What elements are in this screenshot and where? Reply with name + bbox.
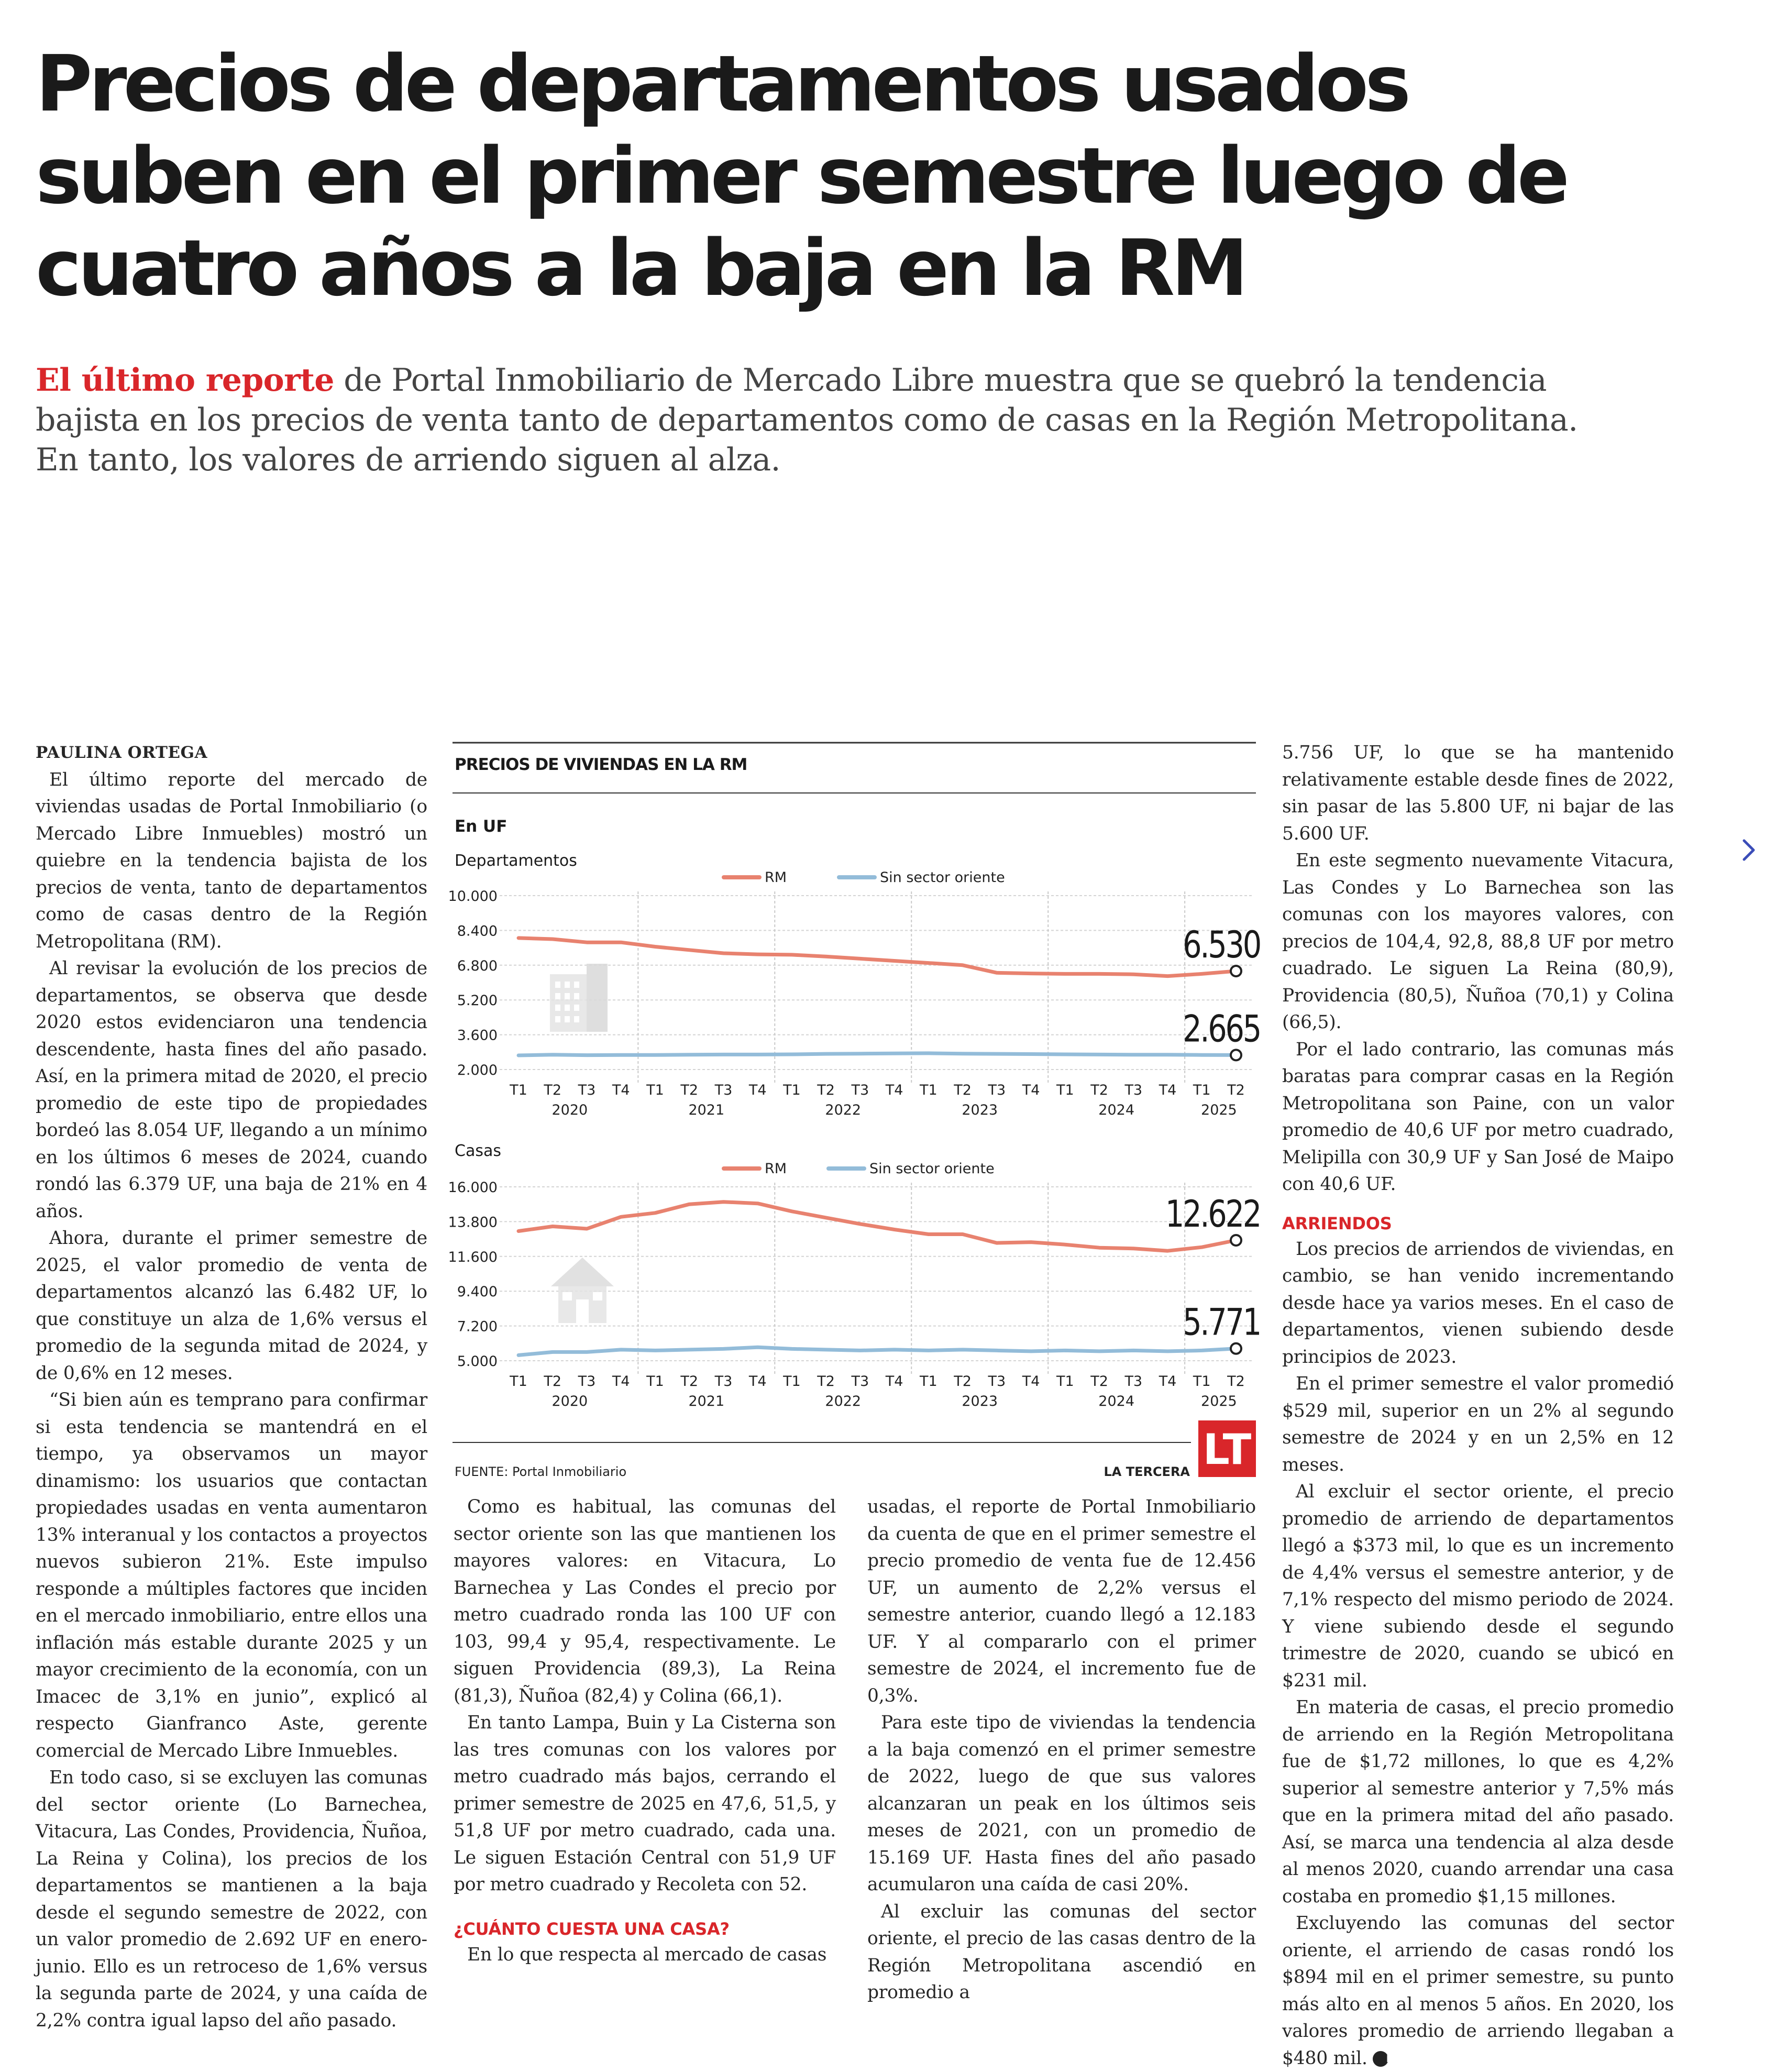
paragraph: Al excluir las comunas del sector oriente, el precio de las casas dentro de la Región Metropolitana ascendió en promedio a xyxy=(867,1901,1256,2003)
paragraph: Para este tipo de viviendas la tendencia a la baja comenzó en el primer semestre de 2022, luego de que sus valores alcanzaran un peak en los últimos seis meses de 2021, con un promedio de 15.169 UF. Hasta fines del año pasado acumularon una caída de casi 20%. xyxy=(867,1712,1256,1895)
x-tick-label: T1 xyxy=(646,1373,664,1390)
y-tick-label: 5.200 xyxy=(457,993,498,1009)
paragraph: Al revisar la evolución de los precios de departamentos, se observa que desde 2020 estos evidenciaron una tendencia descendente, hasta fines del año pasado. Así, en la primera mitad de 2020, el precio promedio de este tipo de propiedades bordeó las 8.054 UF, llegando a un mínimo en los últimos 6 meses de 2024, cuando rondó las 6.379 UF, una baja de 21% en 4 años. xyxy=(36,958,427,1222)
x-tick-label: T3 xyxy=(714,1082,733,1098)
paragraph: En todo caso, si se excluyen las comunas del sector oriente (Lo Barnechea, Vitacura, Las Condes, Providencia, Ñuñoa, La Reina y Colina), los precios de los departamentos se mantienen a la baja desde el segundo semestre de 2022, con un valor promedio de 2.692 UF en enero-junio. Ello es un retroceso de 1,6% versus la segunda parte de 2024, y una caída de 2,2% contra igual lapso del año pasado. xyxy=(36,1767,427,2031)
x-tick-label: T2 xyxy=(680,1373,699,1390)
paragraph-last xyxy=(1282,1910,1674,2072)
building-window xyxy=(565,1005,570,1011)
x-tick-label: T3 xyxy=(714,1373,733,1390)
panel-title: Departamentos xyxy=(455,852,577,870)
panel-title: Casas xyxy=(455,1142,501,1160)
chart-unit: En UF xyxy=(455,817,508,836)
headline: Precios de departamentos usados suben en el primer semestre luego de cuatro años a la baja en la RM xyxy=(36,39,1567,313)
x-tick-label: T2 xyxy=(544,1082,562,1098)
series-line-sin-sector-oriente xyxy=(519,1053,1236,1055)
paragraph: Ahora, durante el primer semestre de 2025, el valor promedio de venta de departamentos alcanzó las 6.482 UF, lo que constituye un alza de 1,6% versus el promedio de la segunda mitad de 2024, y de 0,6% en 12 meses. xyxy=(36,1228,427,1384)
chart-title: PRECIOS DE VIVIENDAS EN LA RM xyxy=(455,755,747,774)
deck xyxy=(36,360,1607,480)
x-tick-label: T1 xyxy=(783,1082,801,1098)
x-tick-label: T4 xyxy=(612,1082,630,1098)
chevron-right-icon xyxy=(1738,836,1759,864)
building-window xyxy=(565,993,570,999)
x-tick-label: T1 xyxy=(1056,1082,1074,1098)
series-line-rm xyxy=(519,1202,1236,1251)
y-tick-label: 2.000 xyxy=(457,1062,498,1078)
year-label: 2022 xyxy=(825,1102,862,1118)
x-tick-label: T2 xyxy=(954,1373,972,1390)
x-tick-label: T2 xyxy=(544,1373,562,1390)
house-icon xyxy=(551,1258,614,1323)
x-tick-label: T4 xyxy=(1159,1082,1177,1098)
x-tick-label: T4 xyxy=(1022,1373,1040,1390)
x-tick-label: T3 xyxy=(1124,1082,1143,1098)
x-tick-label: T3 xyxy=(988,1082,1006,1098)
legend-entry: Sin sector oriente xyxy=(869,1161,995,1177)
year-label: 2023 xyxy=(962,1102,998,1118)
building-window xyxy=(574,982,579,988)
x-tick-label: T3 xyxy=(851,1082,869,1098)
year-label: 2023 xyxy=(962,1393,998,1409)
building-window xyxy=(574,1016,579,1022)
house-roof xyxy=(551,1258,614,1286)
paragraph: En lo que respecta al mercado de casas xyxy=(467,1944,827,1965)
paragraph: usadas, el reporte de Portal Inmobiliario da cuenta de que en el primer semestre el precio promedio de venta fue de 12.456 UF, un aumento de 2,2% versus el semestre anterior, cuando llegó a 12.183 UF. Y al compararlo con el primer semestre de 2024, el incremento fue de 0,3%. xyxy=(867,1496,1256,1706)
series-end-point xyxy=(1231,1343,1241,1354)
chart-canvas xyxy=(448,739,1260,1482)
x-tick-label: T1 xyxy=(510,1082,527,1098)
casas-panel xyxy=(448,1142,1260,1409)
subhead-casa: ¿CUÁNTO CUESTA UNA CASA? xyxy=(454,1919,730,1939)
x-tick-label: T3 xyxy=(988,1373,1006,1390)
year-label: 2020 xyxy=(551,1393,588,1409)
y-tick-label: 8.400 xyxy=(457,923,498,940)
series-line-sin-sector-oriente xyxy=(519,1347,1236,1355)
house-door xyxy=(576,1299,589,1323)
y-tick-label: 9.400 xyxy=(457,1284,498,1300)
x-tick-label: T4 xyxy=(748,1082,767,1098)
series-end-label: 5.771 xyxy=(1183,1302,1260,1344)
house-window xyxy=(593,1292,602,1300)
x-tick-label: T1 xyxy=(783,1373,801,1390)
y-tick-label: 7.200 xyxy=(457,1318,498,1335)
series-end-point xyxy=(1231,1050,1241,1060)
x-tick-label: T2 xyxy=(1090,1373,1108,1390)
next-page-button[interactable] xyxy=(1734,832,1763,868)
building-window xyxy=(555,1005,560,1011)
chart-panel xyxy=(448,739,1260,1482)
deck-body: de Portal Inmobiliario de Mercado Libre muestra que se quebró la tendencia bajista en los precios de venta tanto de departamentos como de casas en la Región Metropolitana. En tanto, los valores de arriendo siguen al alza. xyxy=(36,362,1578,478)
x-tick-label: T1 xyxy=(1193,1082,1211,1098)
building-window xyxy=(555,982,560,988)
end-of-article-icon: P xyxy=(1373,2051,1388,2067)
x-tick-label: T2 xyxy=(954,1082,972,1098)
y-tick-label: 3.600 xyxy=(457,1027,498,1044)
series-end-label: 12.622 xyxy=(1165,1193,1260,1236)
year-label: 2020 xyxy=(551,1102,588,1118)
y-tick-label: 5.000 xyxy=(457,1353,498,1370)
article-column-3 xyxy=(867,1494,1256,2007)
year-label: 2025 xyxy=(1201,1102,1237,1118)
x-tick-label: T2 xyxy=(1227,1082,1245,1098)
year-label: 2025 xyxy=(1201,1393,1237,1409)
x-tick-label: T2 xyxy=(680,1082,699,1098)
x-tick-label: T2 xyxy=(817,1373,835,1390)
byline: PAULINA ORTEGA xyxy=(36,743,208,762)
building-window xyxy=(574,993,579,999)
y-tick-label: 10.000 xyxy=(448,888,498,905)
building-window xyxy=(565,982,570,988)
x-tick-label: T3 xyxy=(1124,1373,1143,1390)
paragraph: En materia de casas, el precio promedio de arriendo en la Región Metropolitana fue de $1,72 millones, lo que es 4,2% superior al semestre anterior y 7,5% más que en la primera mitad del año pasado. Así, se marca una tendencia al alza desde al menos 2020, cuando arrendar una casa costaba en promedio $1,15 millones. xyxy=(1282,1697,1674,1907)
series-end-point xyxy=(1231,966,1241,976)
x-tick-label: T4 xyxy=(885,1082,903,1098)
paragraph: El último reporte del mercado de viviendas usadas de Portal Inmobiliario (o Mercado Libre Inmuebles) mostró un quiebre en la tendencia bajista de los precios de venta, tanto de departamentos como de casas dentro de la Región Metropolitana (RM). xyxy=(36,769,427,952)
y-tick-label: 11.600 xyxy=(448,1249,498,1265)
x-tick-label: T1 xyxy=(920,1082,937,1098)
building-icon xyxy=(550,964,608,1032)
x-tick-label: T1 xyxy=(1056,1373,1074,1390)
y-tick-label: 16.000 xyxy=(448,1180,498,1196)
paragraph: En este segmento nuevamente Vitacura, Las Condes y Lo Barnechea son las comunas con los mayores valores, con precios de 104,4, 92,8, 88,8 UF por metro cuadrado. Le siguen La Reina (80,9), Providencia (80,5), Ñuñoa (70,1) y Colina (66,5). xyxy=(1282,850,1674,1033)
paragraph: Los precios de arriendos de viviendas, en cambio, se han venido incrementando desde hace ya varios meses. En el caso de departamentos, vienen subiendo desde principios de 2023. xyxy=(1282,1238,1674,1368)
building-window xyxy=(565,1016,570,1022)
year-label: 2024 xyxy=(1098,1102,1135,1118)
la-tercera-logo-text: LT xyxy=(1203,1425,1252,1474)
x-tick-label: T4 xyxy=(1159,1373,1177,1390)
chart-source: FUENTE: Portal Inmobiliario xyxy=(455,1464,627,1479)
quote-paragraph: “Si bien aún es temprano para confirmar si esta tendencia se mantendrá en el tiempo, ya observamos un mayor dinamismo: los usuarios que contactan propiedades usadas en venta aumentaron 13% interanual y los contactos a proyectos nuevos subieron 21%. Este impulso responde a múltiples factores que inciden en el mercado inmobiliario, entre ellos una inflación más estable durante 2025 y un mayor crecimiento de la economía, con un Imacec de 3,1% en junio”, explicó al respecto Gianfranco Aste, gerente comercial de Mercado Libre Inmuebles. xyxy=(36,1390,427,1761)
series-line-rm xyxy=(519,938,1236,976)
publisher-name: LA TERCERA xyxy=(1104,1464,1190,1479)
deck-lead: El último reporte xyxy=(36,362,334,399)
paragraph: Como es habitual, las comunas del sector oriente son las que mantienen los mayores valores: en Vitacura, Lo Barnechea y Las Condes el precio por metro cuadrado ronda las 100 UF con 103, 99,4 y 95,4, respectivamente. Le siguen Providencia (89,3), La Reina (81,3), Ñuñoa (82,4) y Colina (66,1). xyxy=(454,1496,836,1706)
article-column-2 xyxy=(454,1494,836,1968)
x-tick-label: T4 xyxy=(1022,1082,1040,1098)
series-end-label: 6.530 xyxy=(1183,924,1260,967)
building-window xyxy=(555,993,560,999)
series-end-point xyxy=(1231,1235,1241,1246)
year-label: 2021 xyxy=(688,1393,725,1409)
last-paragraph-text: Excluyendo las comunas del sector oriente, el arriendo de casas rondó los $894 mil en el primer semestre, su punto más alto en al menos 5 años. En 2020, los valores promedio de arriendo llegaban a $480 mil. xyxy=(1282,1913,1674,2069)
year-label: 2024 xyxy=(1098,1393,1135,1409)
building-tower xyxy=(587,964,608,1032)
x-tick-label: T1 xyxy=(646,1082,664,1098)
paragraph: 5.756 UF, lo que se ha mantenido relativamente estable desde fines de 2022, sin pasar de las 5.800 UF, ni bajar de las 5.600 UF. xyxy=(1282,742,1674,844)
departamentos-panel xyxy=(448,852,1260,1118)
legend-entry: RM xyxy=(765,1161,787,1177)
year-label: 2021 xyxy=(688,1102,725,1118)
y-tick-label: 13.800 xyxy=(448,1214,498,1231)
x-tick-label: T2 xyxy=(1227,1373,1245,1390)
paragraph: En el primer semestre el valor promedió $529 mil, superior en un 2% al segundo semestre de 2024 y en un 2,5% en 12 meses. xyxy=(1282,1373,1674,1475)
x-tick-label: T3 xyxy=(851,1373,869,1390)
x-tick-label: T4 xyxy=(885,1373,903,1390)
subhead-arriendos: ARRIENDOS xyxy=(1282,1213,1392,1233)
article-column-1 xyxy=(36,740,427,2034)
x-tick-label: T1 xyxy=(1193,1373,1211,1390)
x-tick-label: T1 xyxy=(920,1373,937,1390)
x-tick-label: T2 xyxy=(817,1082,835,1098)
series-end-label: 2.665 xyxy=(1183,1008,1260,1051)
x-tick-label: T3 xyxy=(578,1082,596,1098)
x-tick-label: T3 xyxy=(578,1373,596,1390)
article-column-4 xyxy=(1282,740,1674,2072)
x-tick-label: T2 xyxy=(1090,1082,1108,1098)
y-tick-label: 6.800 xyxy=(457,957,498,974)
legend-entry: Sin sector oriente xyxy=(880,869,1005,886)
x-tick-label: T4 xyxy=(612,1373,630,1390)
x-tick-label: T1 xyxy=(510,1373,527,1390)
year-label: 2022 xyxy=(825,1393,862,1409)
paragraph: Al excluir el sector oriente, el precio promedio de arriendo de departamentos llegó a $373 mil, lo que es un incremento de 4,4% versus el semestre anterior, y de 7,1% respecto del mismo periodo de 2024. Y viene subiendo desde el segundo trimestre de 2020, cuando se ubicó en $231 mil. xyxy=(1282,1481,1674,1691)
legend-entry: RM xyxy=(765,869,787,886)
building-window xyxy=(574,1005,579,1011)
x-tick-label: T4 xyxy=(748,1373,767,1390)
paragraph: En tanto Lampa, Buin y La Cisterna son las tres comunas con los valores por metro cuadrado más bajos, cerrando el primer semestre de 2025 en 47,6, 51,5, y 51,8 UF por metro cuadrado, cada una. Le siguen Estación Central con 51,9 UF por metro cuadrado y Recoleta con 52. xyxy=(454,1712,836,1895)
house-window xyxy=(562,1292,572,1300)
paragraph: Por el lado contrario, las comunas más baratas para comprar casas en la Región Metropolitana son Paine, con un valor promedio de 40,6 UF por metro cuadrado, Melipilla con 30,9 UF y San José de Maipo con 40,6 UF. xyxy=(1282,1039,1674,1195)
building-window xyxy=(555,1016,560,1022)
